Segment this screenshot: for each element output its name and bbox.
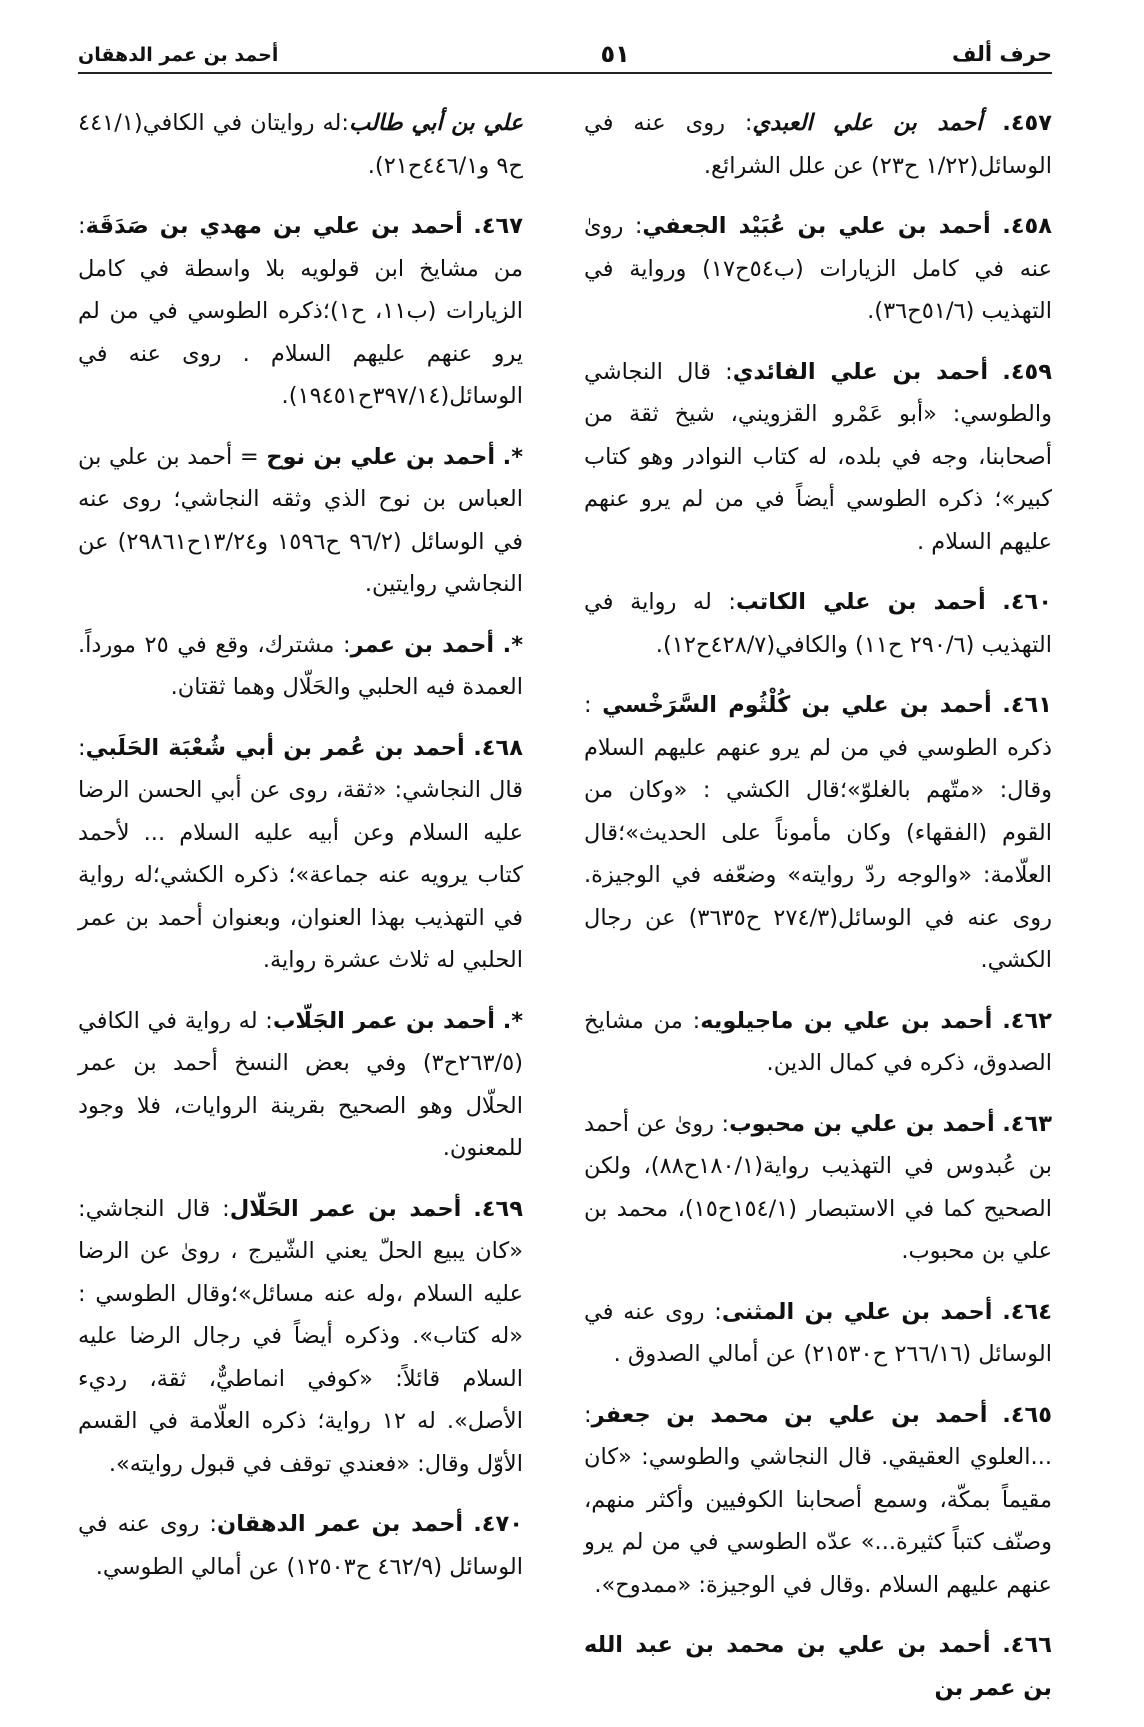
entry-number: ٤٥٨. (1002, 213, 1053, 239)
entry-number: ٤٦٢. (1002, 1007, 1052, 1034)
entry-text: : مشترك، وقع في ٢٥ مورداً. العمدة فيه الحلبي والحَلّال وهما ثقتان. (78, 631, 523, 700)
entry-star-ibn-nuh (78, 436, 523, 606)
entry-name: أحمد بن علي بن محمد بن جعفر (591, 1401, 988, 1428)
entry-number: ٤٦٠. (1002, 589, 1053, 615)
entry-name: أحمد بن عمر الدهقان (217, 1511, 464, 1537)
entry-text: : قال النجاشي والطوسي: «أبو عَمْرو القزويني، شيخ ثقة من أصحابنا، وجه في بلده، له كتاب النوادر وهو كتاب كبير»؛ ذكره الطوسي أيضاً في من لم يرو عنهم عليهم السلام . (584, 358, 1052, 555)
section-title: حرف ألف (952, 42, 1052, 66)
entry-name: أحمد بن علي بن نوح (266, 443, 496, 470)
entry-457 (584, 102, 1052, 187)
entry-462 (584, 1000, 1052, 1085)
entry-text: : ذكره الطوسي في من لم يرو عنهم عليهم السلام وقال: «متّهم بالغلوّ»؛قال الكشي : «وكان من القوم (الفقهاء) وكان مأموناً على الحديث»؛قال العلّامة: «والوجه ردّ روايته» وضعّفه في الوجيزة. روى عنه في الوسائل(٢٧٤/٣ ح٣٦٣٥) عن رجال الكشي. (584, 692, 1052, 973)
entry-number: ٤٦٤. (1002, 1298, 1052, 1325)
entry-number: ٤٧٠. (473, 1511, 523, 1537)
entry-name: أحمد بن علي بن محبوب (729, 1110, 995, 1137)
entry-name: أحمد بن علي بن عُبَيْد الجعفي (642, 213, 991, 239)
entry-text: : روىٰ عنه في كامل الزيارات (ب٥٤ح١٧) ورواية في التهذيب (٥١/٦ح٣٦). (584, 213, 1053, 324)
entry-467 (78, 205, 523, 418)
running-title: أحمد بن عمر الدهقان (78, 44, 279, 66)
entry-name: أحمد بن علي الفائدي (732, 358, 989, 385)
entry-name: أحمد بن عمر الجَلّاب (272, 1007, 496, 1034)
entry-number: ٤٦٣. (1002, 1110, 1052, 1137)
entry-458 (584, 205, 1052, 333)
entry-466 (584, 1624, 1052, 1709)
entry-468 (78, 727, 523, 982)
entry-470 (78, 1503, 523, 1588)
entry-text: : قال النجاشي: «ثقة، روى عن أبي الحسن الرضا عليه السلام وعن أبيه عليه السلام ... لأحمد كتاب يرويه عنه جماعة»؛ ذكره الكشي؛له رواية في التهذيب بهذا العنوان، وبعنوان أحمد بن عمر الحلبي له ثلاث عشرة رواية. (78, 734, 523, 973)
entry-466-continued (78, 102, 523, 187)
entry-text: : ...العلوي العقيقي. قال النجاشي والطوسي: «كان مقيماً بمكّة، وسمع أصحابنا الكوفيين وأكثر منهم، وصنّف كتباً كثيرة...» عدّه الطوسي في من لم يرو عنهم عليهم السلام .وقال في الوجيزة: «ممدوح». (584, 1401, 1052, 1598)
entry-464 (584, 1291, 1052, 1376)
entry-text: : روى عنه في الوسائل (٤٦٢/٩ ح١٢٥٠٣) عن أمالي الطوسي. (78, 1511, 523, 1580)
entry-text: = أحمد بن علي بن العباس بن نوح الذي وثقه النجاشي؛ روى عنه في الوسائل (٩٦/٢ ح١٥٩٦ و١٣/٢٤ح٢٩٨٦١) عن النجاشي روايتين. (78, 443, 523, 597)
entry-text: :له روايتان في الكافي(٤٤١/١ ح٩ و٤٤٦/١ح٢١). (78, 110, 523, 179)
entry-469 (78, 1188, 523, 1486)
left-column (78, 102, 523, 1606)
entry-name: أحمد بن عمر الحَلّال (229, 1195, 462, 1222)
entry-text: : روىٰ عن أحمد بن عُبدوس في التهذيب رواية(١٨٠/١ح٨٨)، ولكن الصحيح كما في الاستبصار (١٥٤/١ح١٥)، محمد بن علي بن محبوب. (584, 1110, 1052, 1264)
entry-459 (584, 351, 1052, 564)
page-number: ٥١ (600, 40, 630, 68)
entry-text: : له رواية في الكافي (٢٦٣/٥ح٣) وفي بعض النسخ أحمد بن عمر الحلّال وهو الصحيح بقرينة الروايات، فلا وجود للمعنون. (78, 1007, 523, 1161)
entry-name: أحمد بن علي بن المثنى (721, 1298, 993, 1325)
entry-star-ibn-umar (78, 624, 523, 709)
entry-number: *. (502, 631, 523, 658)
entry-name: أحمد بن عمر (350, 631, 495, 658)
entry-name: أحمد بن علي بن ماجيلويه (700, 1007, 993, 1034)
entry-461 (584, 684, 1052, 982)
entry-number: ٤٦٨. (473, 734, 523, 761)
page-header (78, 28, 1052, 74)
entry-number: ٤٦١. (1002, 692, 1053, 718)
entry-number: ٤٦٦. (1002, 1632, 1052, 1658)
entry-text: : قال النجاشي: «كان يبيع الحلّ يعني الشّيرج ، روىٰ عن الرضا عليه السلام ،وله عنه مسائل»؛وقال الطوسي : «له كتاب». وذكره أيضاً في رجال الرضا عليه السلام قائلاً: «كوفي انماطيٌّ، ثقة، رديء الأصل». له ١٢ رواية؛ ذكره العلّامة في القسم الأوّل وقال: «فعندي توقف في قبول روايته». (78, 1195, 523, 1477)
entry-text: : روى عنه في الوسائل(١/٢٢ ح٢٣) عن علل الشرائع. (584, 110, 1052, 179)
entry-number: ٤٦٩. (473, 1195, 523, 1222)
entry-text: : روى عنه في الوسائل (٢٦٦/١٦ ح٢١٥٣٠) عن أمالي الصدوق . (584, 1298, 1052, 1367)
entry-number: ٤٥٩. (1002, 358, 1053, 385)
entry-number: *. (502, 1007, 524, 1034)
entry-name: أحمد بن علي بن محمد بن عبد الله بن عمر بن (584, 1632, 1052, 1701)
entry-number: ٤٦٥. (1002, 1401, 1053, 1428)
entry-number: ٤٦٧. (473, 213, 523, 239)
entry-465 (584, 1394, 1052, 1607)
entry-text: : له رواية في التهذيب (٢٩٠/٦ ح١١) والكافي(٤٢٨/٧ح١٢). (584, 589, 1052, 658)
entry-number: *. (502, 443, 523, 470)
entry-name: أحمد بن عُمر بن أبي شُعْبَة الحَلَبي (85, 734, 465, 761)
entry-number: ٤٥٧. (1002, 110, 1053, 136)
entry-463 (584, 1103, 1052, 1273)
entry-name: أحمد بن علي العبدي (752, 110, 983, 136)
entry-name: أحمد بن علي الكاتب (735, 589, 986, 615)
entry-name: أحمد بن علي بن مهدي بن صَدَقَة (85, 213, 463, 239)
right-column (584, 102, 1052, 1727)
entry-text: : من مشايخ الصدوق، ذكره في كمال الدين. (584, 1007, 1052, 1076)
entry-name: علي بن أبي طالب (348, 110, 523, 136)
entry-star-jallab (78, 1000, 523, 1170)
entry-460 (584, 581, 1052, 666)
entry-text: : من مشايخ ابن قولويه بلا واسطة في كامل الزيارات (ب١١، ح١)؛ذكره الطوسي في من لم يرو عنهم عليهم السلام . روى عنه في الوسائل(٣٩٧/١٤ح١٩٤٥١). (78, 213, 523, 409)
entry-name: أحمد بن علي بن كُلْثُوم السَّرَخْسي (602, 692, 992, 718)
